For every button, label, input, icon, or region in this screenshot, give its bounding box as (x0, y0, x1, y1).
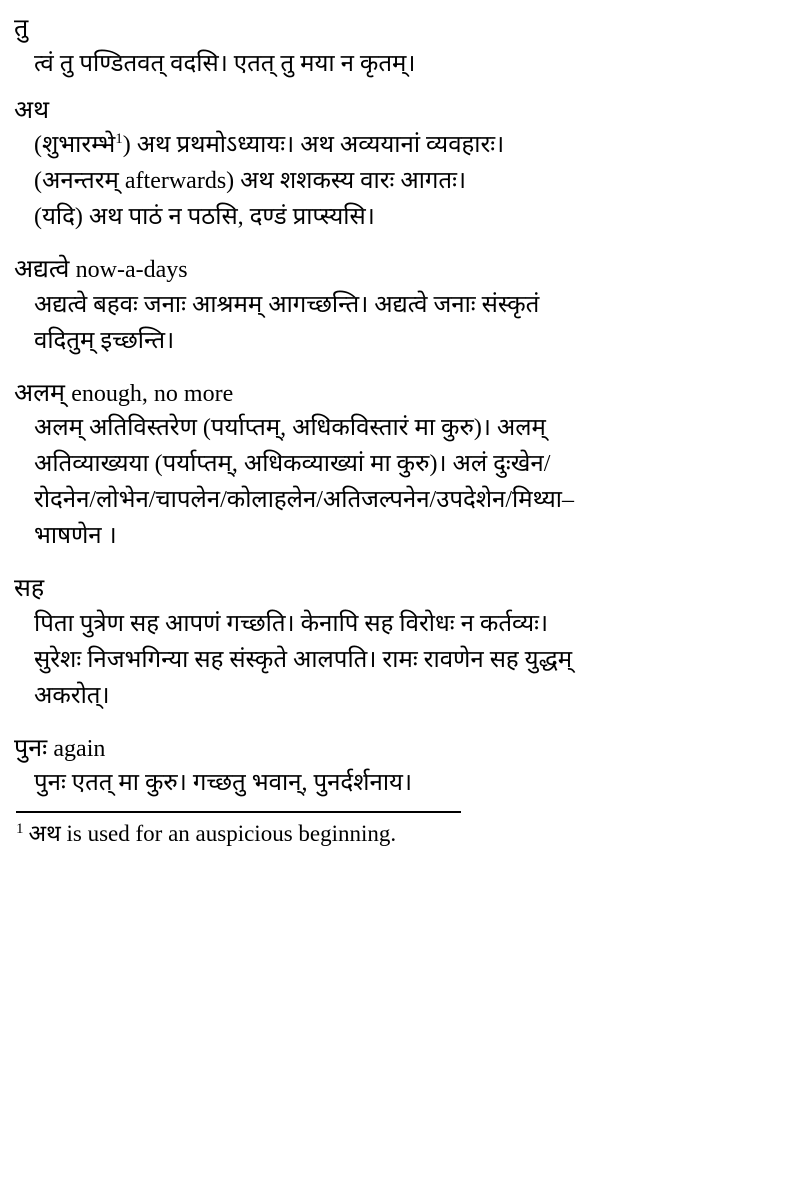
entry-example-line: वदितुम् इच्छन्ति। (34, 327, 175, 354)
entry-example-line: (यदि) अथ पाठं न पठसि, दण्डं प्राप्स्यसि। (34, 204, 375, 231)
entry-headword (14, 14, 783, 45)
headword-term: तु (14, 15, 29, 42)
headword-term: अलम् (14, 379, 66, 407)
dictionary-entry (14, 255, 783, 359)
entry-headword (14, 574, 783, 605)
headword-gloss: enough, no more (71, 380, 234, 407)
headword-term: अद्यत्वे (14, 256, 70, 284)
entry-example-line: पिता पुत्रेण सह आपणं गच्छति। केनापि सह विरोधः न कर्तव्यः। (34, 610, 549, 637)
footnote-text: अथ is used for an auspicious beginning. (28, 821, 397, 847)
headword-gloss: again (53, 735, 106, 762)
entry-example-line: अतिव्याख्यया (पर्याप्तम्, अधिकव्याख्यां मा कुरु)। अलं दुःखेन/ (34, 451, 551, 478)
footnote-marker: 1 (16, 820, 24, 837)
footnote-separator (16, 811, 461, 813)
entry-headword (14, 734, 783, 765)
spacer (14, 720, 783, 734)
dictionary-entry (14, 14, 783, 82)
spacer (14, 88, 783, 96)
entry-example-line: त्वं तु पण्डितवत् वदसि। एतत् तु मया न कृतम्। (34, 50, 416, 77)
entry-example-line: अलम् अतिविस्तरेण (पर्याप्तम्, अधिकविस्तारं मा कुरु)। अलम् (34, 415, 546, 442)
footnote (14, 819, 783, 849)
headword-term: अथ (14, 96, 50, 124)
entry-example-line: पुनः एतत् मा कुरु। गच्छतु भवान्, पुनर्दर्शनाय। (34, 770, 413, 797)
spacer (14, 241, 783, 255)
headword-gloss: now-a-days (75, 257, 188, 284)
entry-headword (14, 379, 783, 410)
entry-example-line: (अनन्तरम् afterwards) अथ शशकस्य वारः आगतः। (34, 168, 467, 195)
entry-headword (14, 255, 783, 286)
entry-example-line: भाषणेन । (34, 523, 117, 550)
headword-term: पुनः (14, 734, 48, 762)
entry-example-line: (शुभारम्भे$^1$) अथ प्रथमोऽध्यायः। अथ अव्ययानां व्यवहारः। (34, 131, 505, 159)
entry-headword (14, 96, 783, 127)
entry-example-line: रोदनेन/लोभेन/चापलेन/कोलाहलेन/अतिजल्पनेन/उपदेशेन/मिथ्या– (34, 487, 574, 514)
headword-term: सह (14, 575, 45, 603)
spacer (14, 365, 783, 379)
dictionary-entry (14, 734, 783, 802)
entry-example-line: अद्यत्वे बहवः जनाः आश्रमम् आगच्छन्ति। अद्यत्वे जनाः संस्कृतं (34, 291, 540, 318)
spacer (14, 560, 783, 574)
dictionary-entry (14, 574, 783, 714)
dictionary-entry (14, 379, 783, 555)
entry-example-line: सुरेशः निजभगिन्या सह संस्कृते आलपति। रामः रावणेन सह युद्धम् (34, 646, 573, 673)
entry-example-line: अकरोत्। (34, 682, 110, 709)
dictionary-entry (14, 96, 783, 236)
